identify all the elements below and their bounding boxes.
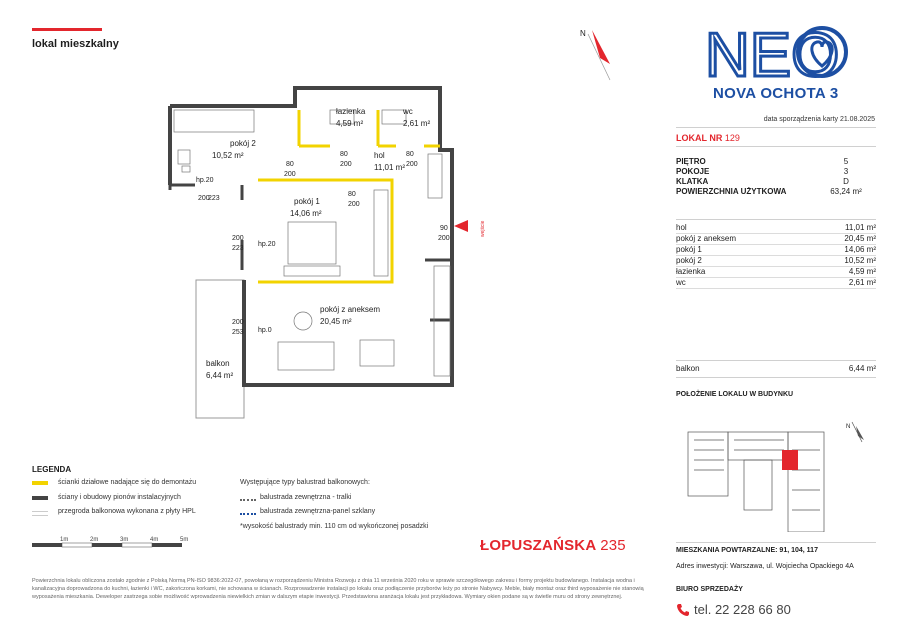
plan-area-pokoj-2: 10,52 m² [212, 151, 244, 160]
room-name: wc [676, 278, 686, 287]
dim-label: 223 [232, 245, 244, 252]
room-row [676, 278, 876, 289]
info-row [676, 157, 876, 166]
card-date: data sporządzenia karty 21.08.2025 [763, 116, 875, 123]
dim-label: 80 [348, 191, 356, 198]
project-name: NOVA OCHOTA 3 [713, 85, 839, 102]
plan-label-pokoj-z-aneksem: pokój z aneksem [320, 305, 381, 314]
dim-label: 223 [208, 195, 220, 202]
divider [676, 542, 876, 543]
room-area: 11,01 m² [845, 223, 876, 232]
plan-area-pokoj-1: 14,06 m² [290, 209, 322, 218]
dim-label: 80 [406, 151, 414, 158]
dim-label: hp.0 [258, 327, 272, 334]
room-name: pokój z aneksem [676, 234, 737, 243]
dim-label: 90 [440, 225, 448, 232]
dim-label: 80 [286, 161, 294, 168]
legend-text: przegroda balkonowa wykonana z płyty HPL [58, 508, 196, 515]
plan-label-hol: hol [374, 151, 385, 160]
plan-label-balkon: balkon [206, 359, 230, 368]
info-value: D [843, 177, 849, 186]
divider [676, 127, 876, 128]
room-row [676, 223, 876, 234]
street-number: 235 [600, 537, 626, 554]
room-row [676, 267, 876, 278]
railing-note: *wysokość balustrady min. 110 cm od wykończonej posadzki [240, 523, 429, 530]
info-key: KLATKA [676, 177, 709, 186]
balcony-name: balkon [676, 364, 700, 373]
info-value: 3 [843, 167, 849, 176]
dim-label: 200 [406, 161, 418, 168]
minimap-north-label: N [846, 424, 851, 430]
railing-text: balustrada zewnętrzna-panel szklany [260, 508, 376, 515]
compass-north-icon [578, 24, 618, 84]
plan-label-pokoj-1: pokój 1 [294, 197, 320, 206]
info-key: PIĘTRO [676, 157, 706, 166]
dim-label: 80 [340, 151, 348, 158]
scale-label: 3m [120, 537, 129, 543]
divider [676, 146, 876, 147]
street-name: ŁOPUSZAŃSKA [480, 537, 596, 554]
legend-title: LEGENDA [32, 465, 72, 474]
railings-title: Występujące typy balustrad balkonowych: [240, 479, 370, 486]
room-row [676, 245, 876, 256]
legend-swatch-hpl [32, 511, 48, 516]
lokal-number: 129 [724, 133, 740, 143]
room-name: hol [676, 223, 687, 232]
divider [676, 219, 876, 220]
lokal-title [676, 133, 740, 143]
lokal-label: LOKAL NR [676, 133, 723, 143]
dim-label: 200 [232, 319, 244, 326]
room-area: 2,61 m² [848, 278, 876, 287]
room-area: 10,52 m² [844, 256, 876, 265]
dim-label: 200 [198, 195, 210, 202]
minimap-north-icon [846, 422, 864, 442]
plan-label-lazienka: łazienka [336, 107, 366, 116]
scale-bar [32, 535, 192, 549]
investment-address: Adres inwestycji: Warszawa, ul. Wojciecha Opackiego 4A [676, 563, 854, 570]
dim-label: 200 [438, 235, 450, 242]
room-area: 20,45 m² [844, 234, 876, 243]
scale-label: 1m [60, 537, 69, 543]
balcony-row [676, 364, 876, 374]
sales-office-title: BIURO SPRZEDAŻY [676, 586, 743, 593]
railing-balusters-icon [240, 496, 256, 501]
legend-swatch-removable [32, 481, 48, 485]
room-area: 14,06 m² [844, 245, 876, 254]
room-name: pokój 2 [676, 256, 702, 265]
info-row [676, 187, 876, 196]
info-value: 5 [843, 157, 849, 166]
plan-label-pokoj-2: pokój 2 [230, 139, 256, 148]
info-value: 63,24 m² [830, 187, 862, 196]
logo-text: NEO [705, 21, 840, 82]
position-title: POŁOŻENIE LOKALU W BUDYNKU [676, 391, 794, 398]
legend-text: ścianki działowe nadające się do demontażu [58, 479, 197, 486]
room-row [676, 234, 876, 245]
scale-label: 4m [150, 537, 159, 543]
dim-label: 200 [348, 201, 360, 208]
phone-icon [676, 603, 690, 617]
railing-glass-icon [240, 510, 256, 515]
dim-label: hp.20 [196, 177, 214, 184]
info-row [676, 167, 876, 176]
room-row [676, 256, 876, 267]
plan-area-lazienka: 4,59 m² [336, 119, 364, 128]
footer-disclaimer: Powierzchnia lokalu obliczona zostało zgodnie z Polską Normą PN-ISO 9836:2022-07, powołaną w rozporządzeniu Ministra Rozwoju z dnia 11 września 2020 roku w sprawie szczegółowego zakresu i formy projektu budowlanego. Instalacja wodna i kanalizacyjna doprowadzona do kuchni, łazienki i WC, zakończona korkami, nie schowana w ścianach. Rozprowadzenie instalacji po lokalu oraz podłączenie przyborów leży po stronie Nabywcy. Meble, biały montaż oraz third wyposażenie nie stanowią wyposażenia mieszkania. Deweloper zastrzega sobie możliwość wprowadzenia niewielkich zmian w dalszym etapie inwestycji. Przedstawiona aranżacja lokalu jest przykładowa. Wymiary okien podane są w świetle muru od strony zewnętrznej. [32, 578, 644, 600]
info-row [676, 177, 876, 186]
document-type: lokal mieszkalny [32, 38, 119, 50]
divider [676, 377, 876, 378]
legend-text: ściany i obudowy pionów instalacyjnych [58, 494, 181, 501]
dim-label: 200 [284, 171, 296, 178]
room-name: łazienka [676, 267, 706, 276]
plan-area-pokoj-z-aneksem: 20,45 m² [320, 317, 352, 326]
sales-phone[interactable]: tel. 22 228 66 80 [694, 602, 791, 617]
plan-area-balkon: 6,44 m² [206, 371, 234, 380]
plan-area-hol: 11,01 m² [374, 163, 405, 172]
dim-label: 200 [340, 161, 352, 168]
balcony-area: 6,44 m² [848, 364, 876, 373]
scale-label: 2m [90, 537, 99, 543]
scale-label: 5m [180, 537, 189, 543]
plan-label-wc: wc [403, 107, 413, 116]
header-accent-bar [32, 28, 102, 31]
entrance-label: wejście [480, 220, 486, 237]
street-label [480, 537, 626, 554]
building-position-map [684, 420, 874, 532]
railing-text: balustrada zewnętrzna - tralki [260, 494, 352, 501]
similar-units: MIESZKANIA POWTARZALNE: 91, 104, 117 [676, 547, 818, 554]
dim-label: 253 [232, 329, 244, 336]
room-name: pokój 1 [676, 245, 702, 254]
room-area: 4,59 m² [848, 267, 876, 276]
info-key: POWIERZCHNIA UŻYTKOWA [676, 187, 787, 196]
dim-label: hp.20 [258, 241, 276, 248]
compass-label: N [580, 29, 586, 38]
floor-plan [30, 70, 470, 430]
entrance-icon [470, 220, 490, 244]
legend-swatch-walls [32, 496, 48, 500]
dim-label: 200 [232, 235, 244, 242]
unit-highlight [782, 450, 798, 470]
plan-area-wc: 2,61 m² [403, 119, 431, 128]
info-key: POKOJE [676, 167, 710, 176]
divider [676, 360, 876, 361]
